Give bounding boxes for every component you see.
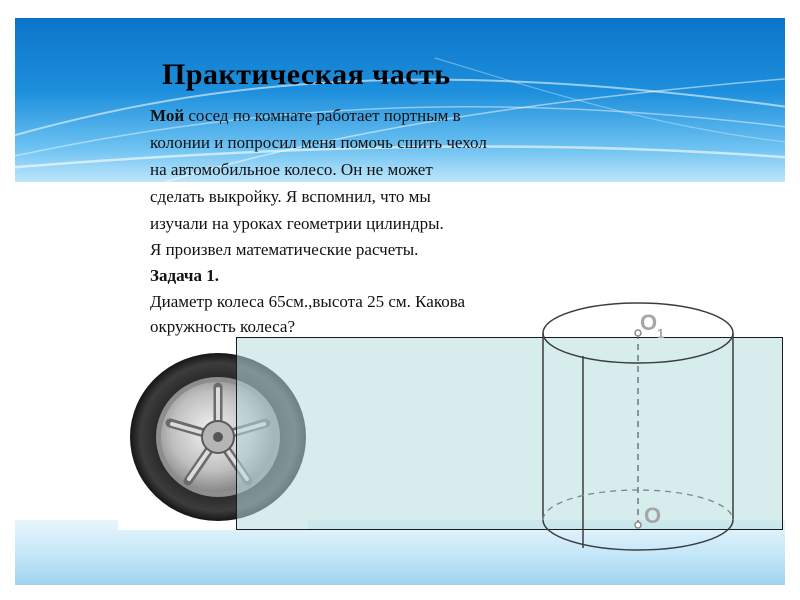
paragraph-line: Я произвел математические расчеты. — [150, 240, 419, 259]
paragraph-line-text: сосед по комнате работает портным в — [184, 106, 461, 125]
slide-title: Практическая часть — [162, 58, 451, 91]
paragraph-line: на автомобильное колесо. Он не может — [150, 160, 433, 179]
task-line: окружность колеса? — [150, 317, 296, 336]
bottom-center-point-icon — [635, 522, 641, 528]
label-o1: O — [640, 310, 658, 335]
paragraph-line: колонии и попросил меня помочь сшить чехол — [150, 133, 487, 152]
label-o: O — [644, 503, 662, 528]
cylinder-bottom-back-arc — [543, 490, 733, 520]
paragraph-line: изучали на уроках геометрии цилиндры. — [150, 214, 444, 233]
paragraph-first-word: Мой — [150, 106, 185, 125]
label-o1-subscript: 1 — [657, 326, 665, 341]
paragraph-line: сделать выкройку. Я вспомнил, что мы — [150, 187, 431, 206]
task-line: Диаметр колеса 65см.,высота 25 см. Какова — [150, 292, 466, 311]
task-heading: Задача 1. — [150, 266, 219, 285]
